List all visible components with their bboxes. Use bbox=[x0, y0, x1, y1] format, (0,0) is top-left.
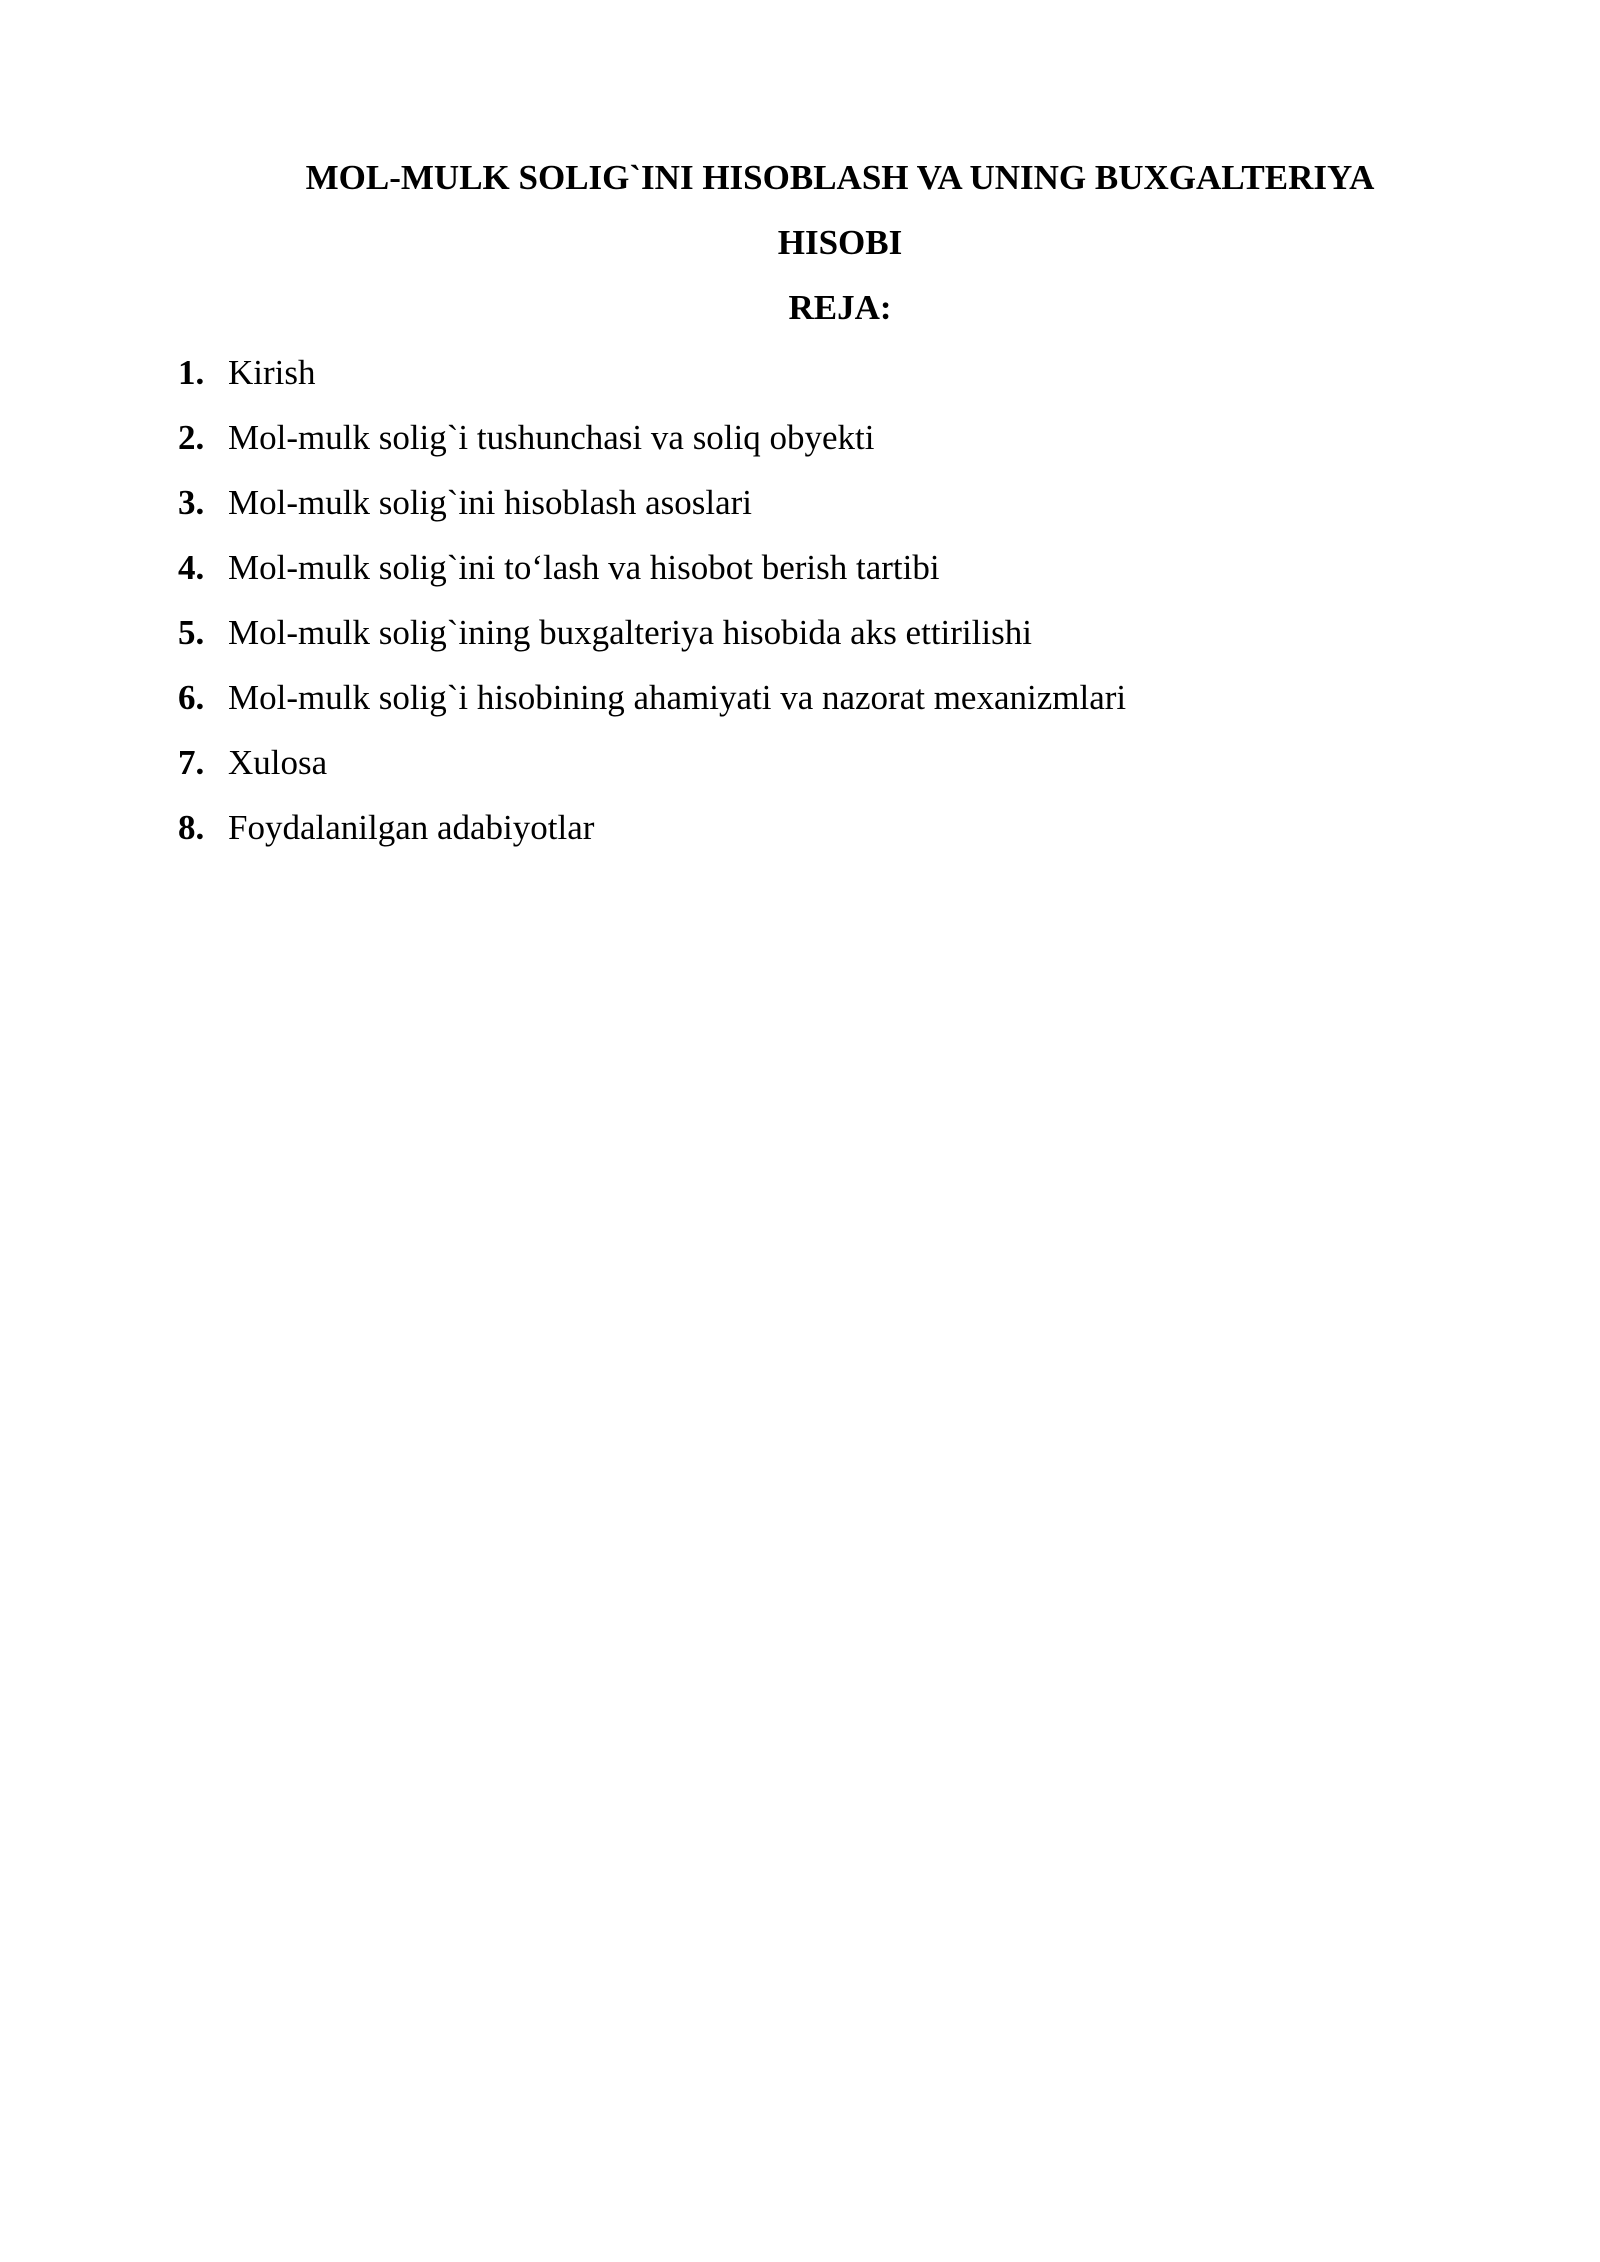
plan-item-number: 6. bbox=[178, 678, 205, 717]
plan-item-number: 2. bbox=[178, 418, 205, 457]
plan-item-5 bbox=[178, 600, 1126, 665]
plan-item-3 bbox=[178, 470, 1126, 535]
plan-item-text: Xulosa bbox=[228, 743, 328, 782]
plan-item-text: Mol-mulk solig`i hisobining ahamiyati va nazorat mexanizmlari bbox=[228, 678, 1127, 717]
plan-item-8 bbox=[178, 795, 1126, 860]
plan-item-number: 8. bbox=[178, 808, 205, 847]
plan-item-1 bbox=[178, 340, 1126, 405]
plan-item-text: Mol-mulk solig`i tushunchasi va soliq obyekti bbox=[228, 418, 875, 457]
plan-item-text: Mol-mulk solig`ining buxgalteriya hisobida aks ettirilishi bbox=[228, 613, 1032, 652]
plan-item-number: 4. bbox=[178, 548, 205, 587]
plan-item-2 bbox=[178, 405, 1126, 470]
title-block bbox=[240, 145, 1440, 340]
plan-item-7 bbox=[178, 730, 1126, 795]
plan-item-number: 7. bbox=[178, 743, 205, 782]
plan-item-number: 5. bbox=[178, 613, 205, 652]
document-title-line-1: MOL-MULK SOLIG`INI HISOBLASH VA UNING BUXGALTERIYA bbox=[305, 158, 1375, 197]
plan-item-6 bbox=[178, 665, 1126, 730]
plan-item-4 bbox=[178, 535, 1126, 600]
plan-item-number: 1. bbox=[178, 353, 205, 392]
plan-item-text: Mol-mulk solig`ini to‘lash va hisobot berish tartibi bbox=[228, 548, 940, 587]
document-title-line-2: HISOBI bbox=[777, 223, 903, 262]
plan-item-text: Kirish bbox=[228, 353, 316, 392]
plan-item-text: Foydalanilgan adabiyotlar bbox=[228, 808, 595, 847]
plan-item-number: 3. bbox=[178, 483, 205, 522]
plan-item-text: Mol-mulk solig`ini hisoblash asoslari bbox=[228, 483, 753, 522]
plan-heading: REJA: bbox=[788, 288, 892, 327]
plan-list bbox=[178, 340, 1126, 860]
